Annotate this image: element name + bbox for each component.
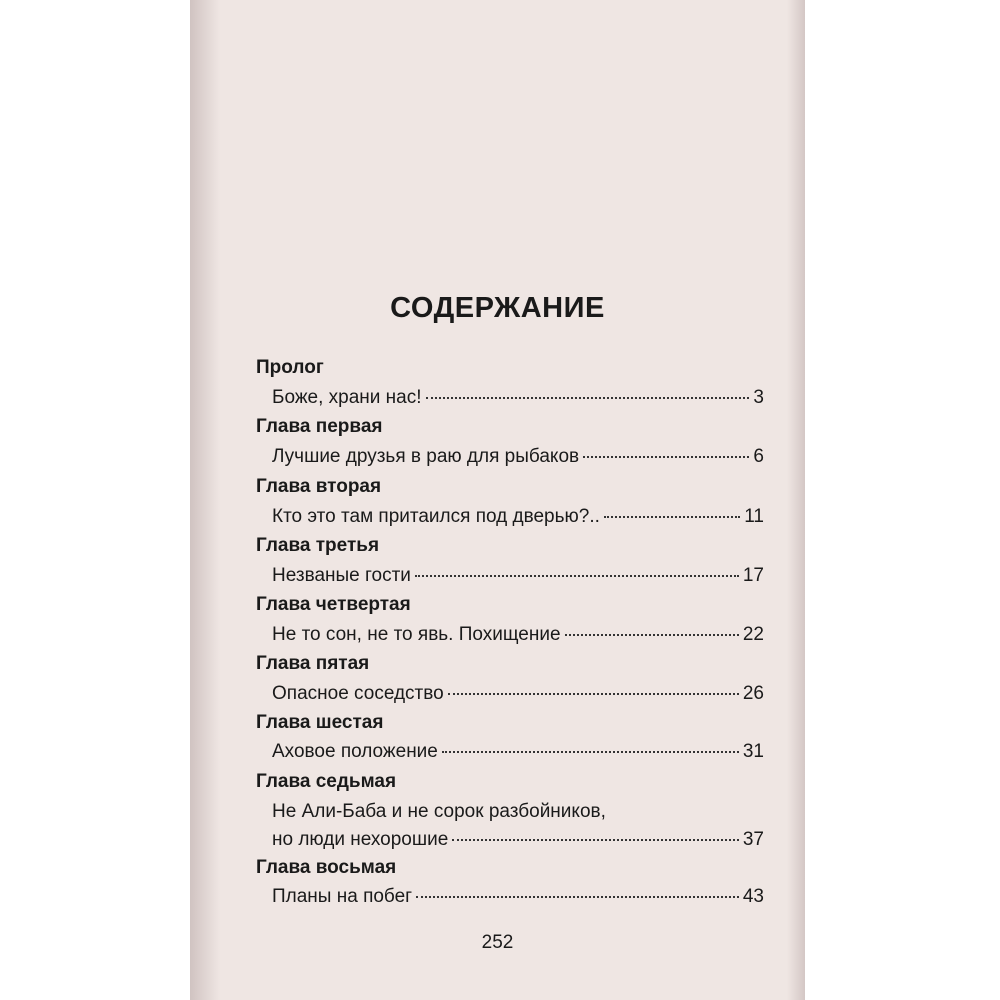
toc-entry-page: 26 (742, 683, 764, 704)
dot-leader (452, 839, 739, 841)
page-edge-shadow (787, 0, 805, 1000)
book-page (190, 0, 805, 1000)
toc-heading-chapter-6: Глава шестая (256, 712, 384, 733)
toc-heading-chapter-2: Глава вторая (256, 476, 382, 497)
dot-leader (583, 456, 749, 458)
toc-entry-chapter-1 (272, 446, 764, 468)
page-number: 252 (481, 932, 514, 953)
toc-title: СОДЕРЖАНИЕ (390, 292, 605, 324)
toc-entry-chapter-4 (272, 624, 764, 646)
toc-entry-page: 37 (742, 829, 764, 850)
toc-heading-chapter-7: Глава седьмая (256, 771, 397, 792)
dot-leader (416, 896, 739, 898)
toc-entry-title: Аховое положение (272, 741, 438, 762)
toc-entry-page: 17 (742, 565, 764, 586)
toc-entry-page: 3 (753, 387, 764, 408)
toc-entry-title: Планы на побег (272, 886, 413, 907)
toc-entry-chapter-7-line-1: Не Али-Баба и не сорок разбойников, (272, 801, 606, 822)
toc-heading-chapter-1: Глава первая (256, 416, 383, 437)
toc-heading-chapter-5: Глава пятая (256, 653, 370, 674)
page-gutter-shadow (190, 0, 220, 1000)
toc-entry-chapter-5 (272, 683, 764, 705)
toc-heading-chapter-3: Глава третья (256, 535, 380, 556)
toc-entry-chapter-7 (272, 829, 764, 851)
toc-entry-page: 6 (753, 446, 764, 467)
toc-entry-chapter-8 (272, 886, 764, 908)
toc-entry-title: Кто это там притаился под дверью?.. (272, 506, 600, 527)
toc-entry-title: Лучшие друзья в раю для рыбаков (272, 446, 580, 467)
toc-entry-title: Опасное соседство (272, 683, 444, 704)
dot-leader (415, 575, 739, 577)
dot-leader (565, 634, 739, 636)
toc-heading-prolog: Пролог (256, 357, 324, 378)
toc-entry-page: 11 (744, 506, 764, 527)
dot-leader (426, 397, 750, 399)
toc-entry-title: Боже, храни нас! (272, 387, 422, 408)
dot-leader (442, 751, 739, 753)
dot-leader (604, 516, 740, 518)
toc-entry-chapter-2 (272, 506, 764, 528)
toc-heading-chapter-8: Глава восьмая (256, 857, 397, 878)
dot-leader (448, 693, 739, 695)
toc-entry-page: 43 (742, 886, 764, 907)
toc-entry-title: но люди нехорошие (272, 829, 449, 850)
toc-entry-page: 22 (742, 624, 764, 645)
toc-entry-page: 31 (742, 741, 764, 762)
toc-entry-title: Не то сон, не то явь. Похищение (272, 624, 561, 645)
toc-entry-prolog (272, 387, 764, 409)
toc-heading-chapter-4: Глава четвертая (256, 594, 411, 615)
toc-entry-chapter-6 (272, 741, 764, 763)
toc-entry-chapter-3 (272, 565, 764, 587)
toc-entry-title: Незваные гости (272, 565, 411, 586)
